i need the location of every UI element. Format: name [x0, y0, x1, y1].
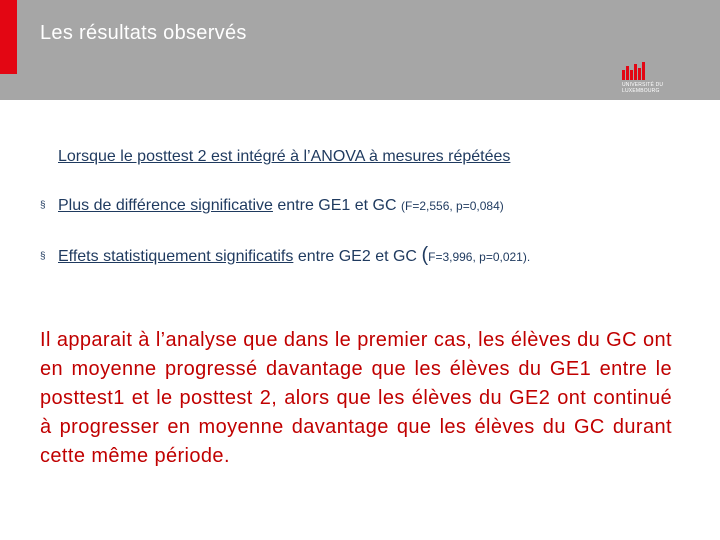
- bullet-text: entre GE1 et GC: [272, 197, 401, 214]
- bullet-stats: (F=2,556, p=0,084): [401, 199, 504, 213]
- bullet-marker-icon: §: [40, 200, 46, 211]
- bullet-underlined-text: Plus de différence significative: [58, 197, 273, 214]
- bullet-item: [40, 197, 504, 215]
- bullet-text: entre GE2 et GC: [293, 248, 422, 265]
- logo-text: UNIVERSITÉ DU LUXEMBOURG: [622, 82, 664, 94]
- section-subtitle: Lorsque le posttest 2 est intégré à l’ANOVA à mesures répétées: [58, 148, 511, 165]
- bullet-item: [40, 244, 530, 267]
- slide-header: [0, 0, 720, 100]
- bullet-paren: (: [421, 244, 429, 266]
- slide-title: Les résultats observés: [40, 22, 247, 44]
- university-logo: [622, 56, 682, 100]
- logo-mark: [622, 56, 682, 80]
- conclusion-paragraph: Il apparait à l’analyse que dans le premier cas, les élèves du GC ont en moyenne progressé davantage que les élèves du GE1 entre le posttest1 et le posttest 2, alors que les élèves du GE2 ont continué à progresser en moyenne davantage que les élèves du GC durant cette même période.: [40, 329, 672, 467]
- bullet-stats: F=3,996, p=0,021).: [428, 250, 531, 264]
- bullet-marker-icon: §: [40, 251, 46, 262]
- bullet-underlined-text: Effets statistiquement significatifs: [58, 248, 294, 265]
- header-accent-bar: [0, 0, 17, 74]
- logo-bars-icon: [622, 62, 645, 80]
